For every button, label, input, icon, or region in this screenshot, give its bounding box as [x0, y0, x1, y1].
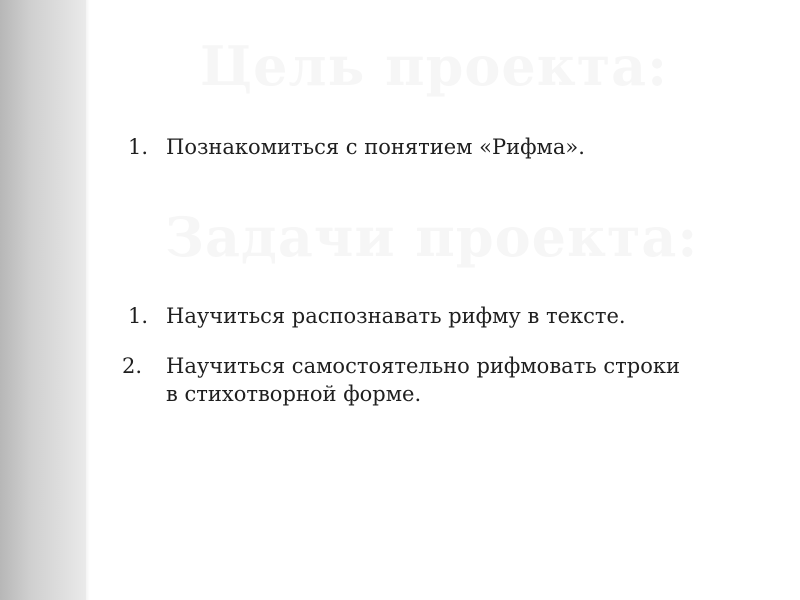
list-text: Познакомиться с понятием «Рифма». — [166, 135, 585, 159]
list-text-line-2: в стихотворной форме. — [166, 382, 422, 406]
side-band-edge — [86, 0, 90, 600]
side-band — [0, 0, 86, 600]
list-text-line-1: Научиться самостоятельно рифмовать строки — [166, 354, 680, 378]
list-number: 1. — [128, 304, 149, 328]
list-number: 1. — [128, 135, 149, 159]
list-text: Научиться распознавать рифму в тексте. — [166, 304, 626, 328]
list-number: 2. — [122, 354, 143, 378]
tasks-heading-watermark: Задачи проекта: — [165, 205, 699, 269]
task-list-item — [122, 352, 762, 412]
goal-heading-watermark: Цель проекта: — [200, 34, 669, 98]
task-list-item — [128, 302, 728, 332]
list-text — [166, 352, 680, 408]
goal-list-item — [128, 133, 688, 163]
